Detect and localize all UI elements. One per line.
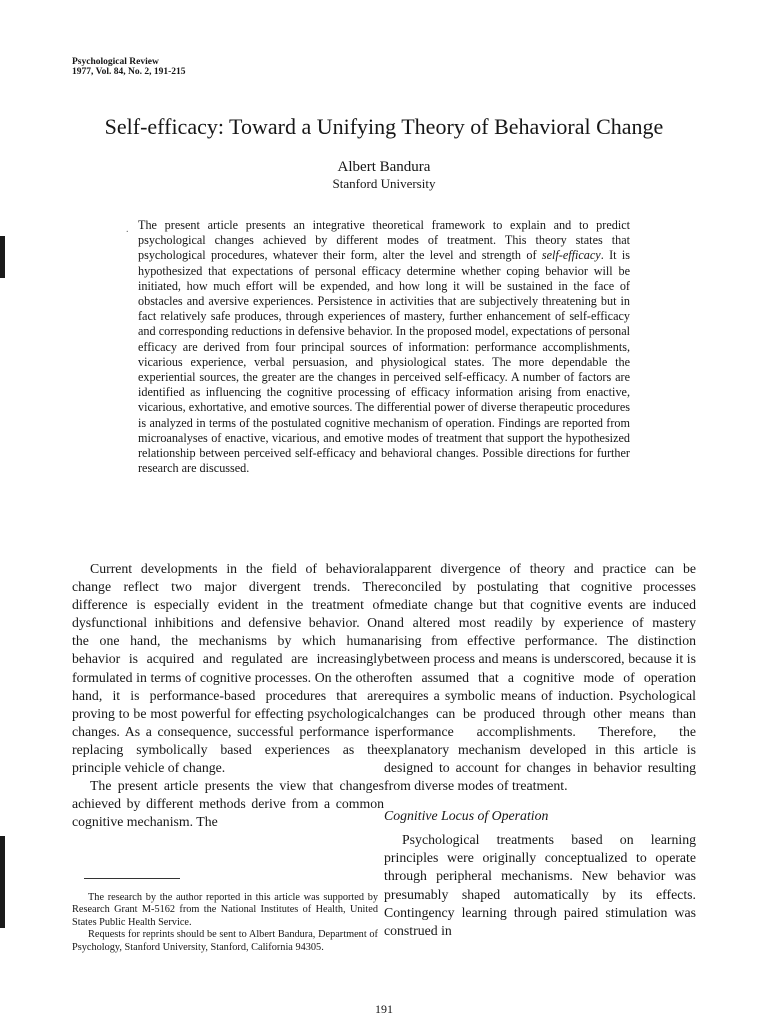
scan-edge-upper bbox=[0, 236, 5, 278]
body-paragraph: Psychological treatments based on learning principles were originally conceptualized to operate through peripheral mechanisms. New behavior was presumably shaped automatically by its effects. Contingency learning through paired stimulation was construed in bbox=[384, 832, 696, 938]
footnote: The research by the author reported in this article was supported by Research Grant M-5162 from the National Institutes of Health, United States Public Health Service. bbox=[72, 892, 378, 928]
footnote-divider bbox=[84, 878, 180, 879]
footnote: Requests for reprints should be sent to Albert Bandura, Department of Psychology, Stanford University, Stanford, California 94305. bbox=[72, 929, 378, 953]
page-number: 191 bbox=[375, 1002, 393, 1016]
footnotes bbox=[72, 892, 378, 954]
body-column-left bbox=[72, 560, 384, 831]
journal-header bbox=[72, 57, 185, 77]
scan-edge-lower bbox=[0, 836, 5, 928]
stray-mark: . bbox=[126, 224, 129, 235]
abstract-text-start: The present article presents an integrative theoretical framework to explain and to predict psychological changes achieved by different modes of treatment. This theory states that psychological procedures, whatever their form, alter the level and strength of bbox=[138, 218, 630, 263]
body-paragraph: The present article presents the view that changes achieved by different methods derive from a common cognitive mechanism. The bbox=[72, 778, 384, 830]
author-affiliation: Stanford University bbox=[332, 176, 436, 191]
article-title: Self-efficacy: Toward a Unifying Theory of Behavioral Change bbox=[104, 114, 664, 139]
abstract-text-end: . It is hypothesized that expectations of personal efficacy determine whether coping behavior will be initiated, how much effort will be expended, and how long it will be sustained in the face of obstacles and aversive experiences. Persistence in activities that are subjectively threatening but in fact relatively safe produces, through experiences of mastery, further enhancement of self-efficacy and corresponding reductions in defensive behavior. In the proposed model, expectations of personal efficacy are derived from four principal sources of information: performance accomplishments, vicarious experience, verbal persuasion, and physiological states. The more dependable the experiential sources, the greater are the changes in perceived self-efficacy. A number of factors are identified as influencing the cognitive processing of efficacy information arising from enactive, vicarious, exhortative, and emotive sources. The differential power of diverse therapeutic procedures is analyzed in terms of the postulated cognitive mechanism of operation. Findings are reported from microanalyses of enactive, vicarious, and emotive modes of treatment that support the hypothesized relationship between perceived self-efficacy and behavioral changes. Possible directions for further research are discussed. bbox=[138, 248, 631, 476]
body-paragraph-continued: apparent divergence of theory and practice can be reconciled by postulating that cognitive processes mediate change but that cognitive events are induced and altered most readily by experience of mastery arising from effective performance. The distinction between process and means is underscored, because it is often assumed that a cognitive mode of operation requires a symbolic means of induction. Psychological changes can be produced through other means than performance accomplishments. Therefore, the explanatory mechanism developed in this article is designed to account for changes in behavior resulting from diverse modes of treatment. bbox=[384, 561, 696, 794]
body-column-right bbox=[384, 560, 696, 940]
author-name: Albert Bandura bbox=[337, 159, 431, 175]
abstract-italic-term: self-efficacy bbox=[541, 248, 601, 263]
abstract bbox=[138, 218, 630, 476]
section-heading: Cognitive Locus of Operation bbox=[384, 808, 549, 824]
journal-name: Psychological Review bbox=[72, 57, 159, 67]
body-paragraph: Current developments in the field of behavioral change reflect two major divergent trends. The difference is especially evident in the treatment of dysfunctional inhibitions and defensive behavior. On the one hand, the mechanisms by which human behavior is acquired and regulated are increasingly formulated in terms of cognitive processes. On the other hand, it is performance-based procedures that are proving to be most powerful for effecting psychological changes. As a consequence, successful performance is replacing symbolically based experiences as the principle vehicle of change. bbox=[72, 561, 384, 776]
journal-citation: 1977, Vol. 84, No. 2, 191-215 bbox=[72, 67, 186, 77]
